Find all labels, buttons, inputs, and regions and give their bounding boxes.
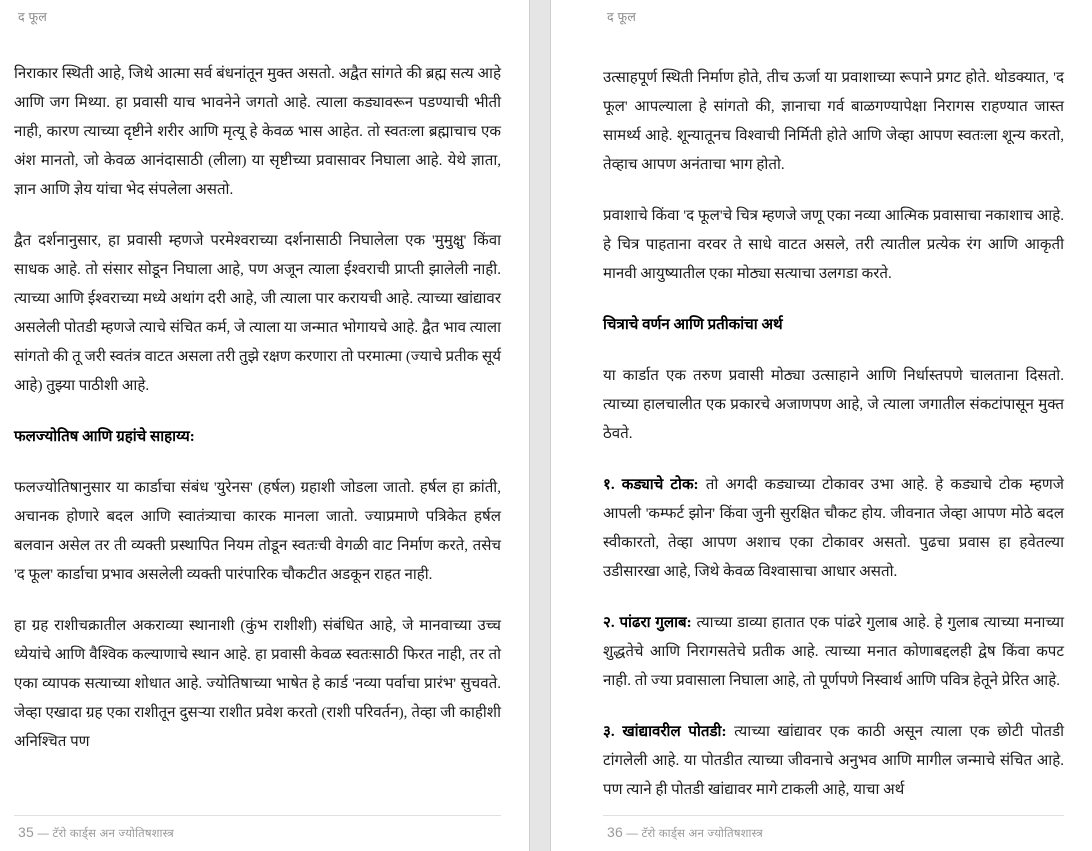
list-item (603, 609, 1064, 696)
footer-separator: — (626, 828, 639, 840)
section-heading: चित्राचे वर्णन आणि प्रतीकांचा अर्थ (603, 317, 783, 333)
list-item (603, 718, 1064, 805)
list-item-number: १. (603, 477, 615, 493)
paragraph: प्रवाशाचे किंवा 'द फूल'चे चित्र म्हणजे जणू एका नव्या आत्मिक प्रवासाचा नकाशाच आहे. हे चित्र पाहताना वरवर ते साधे वाटत असले, तरी त्यातील प्रत्येक रंग आणि आकृती मानवी आयुष्यातील एका मोठ्या सत्याचा उलगडा करते. (603, 208, 1064, 282)
page-number: 36 (607, 824, 623, 840)
paragraph: उत्साहपूर्ण स्थिती निर्माण होते, तीच ऊर्जा या प्रवाशाच्या रूपाने प्रगट होते. थोडक्यात, 'द फूल' आपल्याला हे सांगतो की, ज्ञानाचा गर्व बाळगण्यापेक्षा निरागस राहण्यात जास्त सामर्थ्य आहे. शून्यातूनच विश्वाची निर्मिती होते आणि जेव्हा आपण स्वतःला शून्य करतो, तेव्हाच आपण अनंताचा भाग होतो. (603, 70, 1064, 173)
list-item-label: खांद्यावरील पोतडी: (622, 724, 727, 740)
footer-book-title: टॅरो कार्ड्स अन ज्योतिषशास्त्र (641, 828, 763, 840)
paragraph: हा ग्रह राशीचक्रातील अकराव्या स्थानाशी (कुंभ राशीशी) संबंधित आहे, जे मानवाच्या उच्च ध्येयांचे आणि वैश्विक कल्याणाचे स्थान आहे. हा प्रवासी केवळ स्वतःसाठी फिरत नाही, तर तो एका व्यापक सत्याच्या शोधात आहे. ज्योतिषाच्या भाषेत हे कार्ड 'नव्या पर्वाचा प्रारंभ' सुचवते. जेव्हा एखादा ग्रह एका राशीतून दुसऱ्या राशीत प्रवेश करतो (राशी परिवर्तन), तेव्हा जी काहीशी अनिश्चित पण (14, 618, 501, 750)
page-left[interactable] (0, 0, 529, 851)
page-right-body (603, 64, 1064, 805)
paragraph: निराकार स्थिती आहे, जिथे आत्मा सर्व बंधनांतून मुक्त असतो. अद्वैत सांगते की ब्रह्म सत्य आहे आणि जग मिथ्या. हा प्रवासी याच भावनेने जगतो आहे. त्याला कड्यावरून पडण्याची भीती नाही, कारण त्याच्या दृष्टीने शरीर आणि मृत्यू हे केवळ भास आहेत. तो स्वतःला ब्रह्माचाच एक अंश मानतो, जो केवळ आनंदासाठी (लीला) या सृष्टीच्या प्रवासावर निघाला आहे. येथे ज्ञाता, ज्ञान आणि ज्ञेय यांचा भेद संपलेला असतो. (14, 66, 501, 198)
list-item-number: २. (603, 615, 615, 631)
list-item-label: पांढरा गुलाब: (619, 615, 692, 631)
footer-separator: — (37, 828, 50, 840)
running-head-left: द फूल (18, 10, 48, 24)
page-divider (529, 0, 551, 851)
page-right[interactable] (551, 0, 1090, 851)
running-head-right: द फूल (607, 10, 637, 24)
page-footer-right (603, 815, 1064, 841)
page-footer-left (14, 815, 501, 841)
list-item-label: कड्याचे टोक: (621, 477, 699, 493)
page-number: 35 (18, 824, 34, 840)
paragraph: या कार्डात एक तरुण प्रवासी मोठ्या उत्साहाने आणि निर्धास्तपणे चालताना दिसतो. त्याच्या हालचालीत एक प्रकारचे अजाणपण आहे, जे त्याला जगातील संकटांपासून मुक्त ठेवते. (603, 368, 1064, 442)
list-item-body: तो अगदी कड्याच्या टोकावर उभा आहे. हे कड्याचे टोक म्हणजे आपली 'कम्फर्ट झोन' किंवा जुनी सुरक्षित चौकट होय. जीवनात जेव्हा आपण मोठे बदल स्वीकारतो, तेव्हा आपण अशाच एका टोकावर असतो. पुढचा प्रवास हा हवेतल्या उडीसारखा आहे, जिथे केवळ विश्वासाचा आधार असतो. (603, 477, 1064, 580)
footer-book-title: टॅरो कार्ड्स अन ज्योतिषशास्त्र (52, 828, 174, 840)
list-item-body: त्याच्या डाव्या हातात एक पांढरे गुलाब आहे. हे गुलाब त्याच्या मनाच्या शुद्धतेचे आणि निरागसतेचे प्रतीक आहे. त्याच्या मनात कोणाबद्दलही द्वेष किंवा कपट नाही. तो ज्या प्रवासाला निघाला आहे, तो पूर्णपणे निस्वार्थ आणि पवित्र हेतूने प्रेरित आहे. (603, 615, 1065, 689)
list-item-number: ३. (603, 724, 615, 740)
paragraph: द्वैत दर्शनानुसार, हा प्रवासी म्हणजे परमेश्वराच्या दर्शनासाठी निघालेला एक 'मुमुक्षु' किंवा साधक आहे. तो संसार सोडून निघाला आहे, पण अजून त्याला ईश्वराची प्राप्ती झालेली नाही. त्याच्या आणि ईश्वराच्या मध्ये अथांग दरी आहे, जी त्याला पार करायची आहे. त्याच्या खांद्यावर असलेली पोतडी म्हणजे त्याचे संचित कर्म, जे त्याला या जन्मात भोगायचे आहे. द्वैत भाव त्याला सांगतो की तू जरी स्वतंत्र वाटत असला तरी तुझे रक्षण करणारा तो परमात्मा (ज्याचे प्रतीक सूर्य आहे) तुझ्या पाठीशी आहे. (14, 233, 501, 394)
list-item (603, 471, 1064, 587)
footer-text-left (18, 824, 501, 841)
list-item-body: त्याच्या खांद्यावर एक काठी असून त्याला एक छोटी पोतडी टांगलेली आहे. या पोतडीत त्याच्या जीवनाचे अनुभव आणि मागील जन्माचे संचित आहे. पण त्याने ही पोतडी खांद्यावर मागे टाकली आहे, याचा अर्थ (603, 724, 1064, 798)
page-left-body (14, 60, 501, 757)
footer-text-right (607, 824, 1064, 841)
section-heading: फलज्योतिष आणि ग्रहांचे साहाय्य: (14, 429, 195, 445)
paragraph: फलज्योतिषानुसार या कार्डाचा संबंध 'युरेनस' (हर्षल) ग्रहाशी जोडला जातो. हर्षल हा क्रांती, अचानक होणारे बदल आणि स्वातंत्र्याचा कारक मानला जातो. ज्याप्रमाणे पत्रिकेत हर्षल बलवान असेल तर ती व्यक्ती प्रस्थापित नियम तोडून स्वतःची वेगळी वाट निर्माण करते, तसेच 'द फूल' कार्डाचा प्रभाव असलेली व्यक्ती पारंपारिक चौकटीत अडकून राहत नाही. (14, 480, 501, 583)
